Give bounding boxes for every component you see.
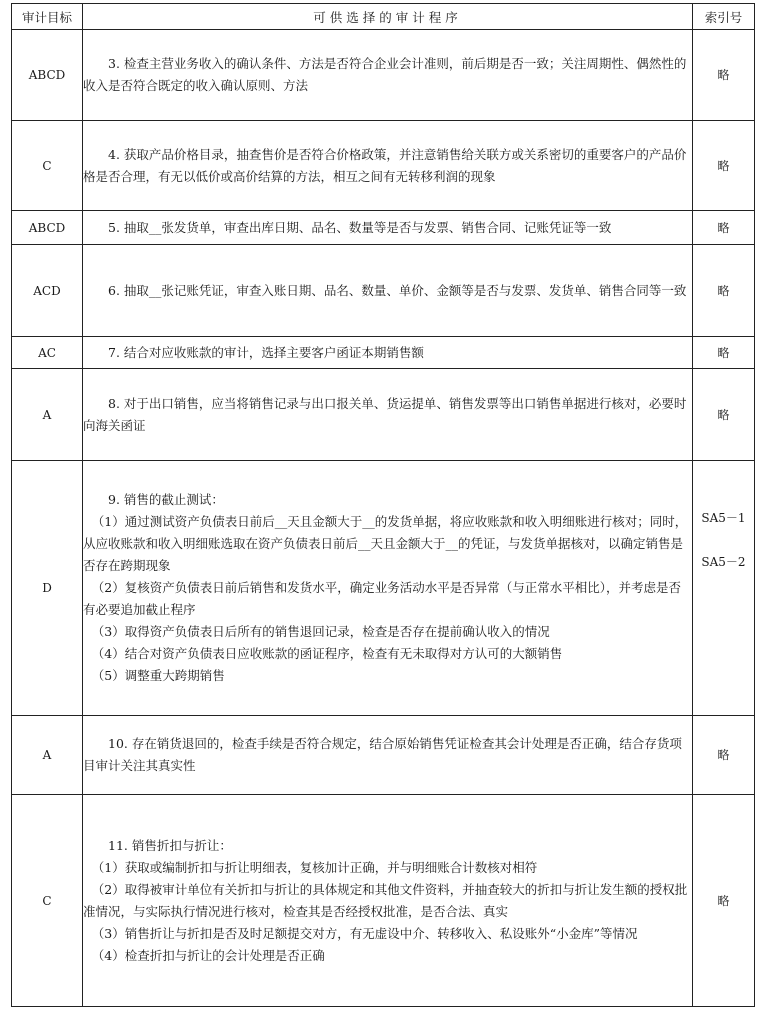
table-row bbox=[12, 337, 755, 369]
procedure-cell bbox=[83, 369, 693, 461]
procedure-text: 10. 存在销货退回的，检查手续是否符合规定，结合原始销售凭证检查其会计处理是否正确，结合存货项目审计关注其真实性 bbox=[83, 736, 682, 773]
table-row bbox=[12, 461, 755, 716]
index-cell bbox=[693, 245, 755, 337]
audit-target-cell: D bbox=[12, 461, 83, 716]
procedure-subitem: （4）结合对资产负债表日应收账款的函证程序，检查有无未取得对方认可的大额销售 bbox=[91, 646, 563, 661]
audit-target-cell: ACD bbox=[12, 245, 83, 337]
procedure-subitem: （1）获取或编制折扣与折让明细表，复核加计正确，并与明细账合计数核对相符 bbox=[91, 859, 538, 875]
procedure-text: 7. 结合对应收账款的审计，选择主要客户函证本期销售额 bbox=[108, 344, 424, 360]
procedure-subitem: （3）取得资产负债表日后所有的销售退回记录，检查是否存在提前确认收入的情况 bbox=[91, 624, 550, 639]
table-row bbox=[12, 369, 755, 461]
procedure-text: 5. 抽取__张发货单，审查出库日期、品名、数量等是否与发票、销售合同、记账凭证等一致 bbox=[108, 219, 612, 235]
procedure-subitem: （2）复核资产负债表日前后销售和发货水平，确定业务活动水平是否异常（与正常水平相比），并考虑是否有必要追加截止程序 bbox=[83, 580, 681, 617]
procedure-text: 4. 获取产品价格目录，抽查售价是否符合价格政策，并注意销售给关联方或关系密切的重要客户的产品价格是否合理，有无以低价或高价结算的方法，相互之间有无转移利润的现象 bbox=[83, 146, 687, 184]
procedure-text: 6. 抽取__张记账凭证，审查入账日期、品名、数量、单价、金额等是否与发票、发货单、销售合同等一致 bbox=[108, 282, 687, 298]
index-value: 略 bbox=[717, 748, 730, 762]
index-cell bbox=[693, 121, 755, 211]
table-row bbox=[12, 30, 755, 121]
header-audit-target: 审计目标 bbox=[12, 4, 83, 30]
procedure-cell bbox=[83, 337, 693, 369]
index-value: 略 bbox=[717, 345, 730, 360]
procedure-cell bbox=[83, 795, 693, 1007]
table-row bbox=[12, 245, 755, 337]
index-cell bbox=[693, 716, 755, 795]
procedure-heading: 11. 销售折扣与折让： bbox=[108, 837, 232, 853]
procedure-text: 3. 检查主营业务收入的确认条件、方法是否符合企业会计准则，前后期是否一致；关注周期性、偶然性的收入是否符合既定的收入确认原则、方法 bbox=[83, 56, 687, 93]
index-value: 略 bbox=[717, 220, 730, 235]
procedure-cell bbox=[83, 716, 693, 795]
audit-target-cell: AC bbox=[12, 337, 83, 369]
table-header-row bbox=[12, 4, 755, 30]
procedure-cell bbox=[83, 461, 693, 716]
table-row bbox=[12, 211, 755, 245]
procedure-cell bbox=[83, 30, 693, 121]
procedure-heading: 9. 销售的截止测试： bbox=[108, 492, 224, 507]
header-index-number: 索引号 bbox=[693, 4, 755, 30]
index-value: 略 bbox=[717, 283, 730, 298]
audit-procedure-table bbox=[11, 3, 755, 1007]
index-cell bbox=[693, 337, 755, 369]
index-value: 略 bbox=[717, 893, 730, 908]
procedure-cell bbox=[83, 211, 693, 245]
table-row bbox=[12, 716, 755, 795]
index-value: 略 bbox=[717, 158, 730, 173]
index-cell bbox=[693, 30, 755, 121]
audit-target-cell: C bbox=[12, 121, 83, 211]
index-value: 略 bbox=[717, 407, 730, 422]
procedure-subitem: （5）调整重大跨期销售 bbox=[91, 668, 225, 683]
header-audit-procedure: 可供选择的审计程序 bbox=[83, 4, 693, 30]
index-value: SA5－2 bbox=[701, 555, 746, 569]
procedure-subitem: （4）检查折扣与折让的会计处理是否正确 bbox=[91, 947, 325, 963]
audit-target-cell: C bbox=[12, 795, 83, 1007]
audit-target-cell: A bbox=[12, 369, 83, 461]
procedure-subitem: （1）通过测试资产负债表日前后__天且金额大于__的发货单据，将应收账款和收入明细账进行核对；同时，从应收账款和收入明细账选取在资产负债表日前后__天且金额大于__的凭证，与发货单据核对，以确定销售是否存在跨期现象 bbox=[83, 514, 688, 573]
index-cell bbox=[693, 795, 755, 1007]
procedure-subitem: （2）取得被审计单位有关折扣与折让的具体规定和其他文件资料，并抽查较大的折扣与折让发生额的授权批准情况，与实际执行情况进行核对，检查其是否经授权批准，是否合法、真实 bbox=[83, 881, 688, 919]
table-row bbox=[12, 795, 755, 1007]
index-value: SA5－1 bbox=[701, 511, 746, 525]
audit-target-cell: A bbox=[12, 716, 83, 795]
procedure-cell bbox=[83, 245, 693, 337]
audit-target-cell: ABCD bbox=[12, 30, 83, 121]
procedure-cell bbox=[83, 121, 693, 211]
index-cell bbox=[693, 369, 755, 461]
table-row bbox=[12, 121, 755, 211]
index-cell bbox=[693, 211, 755, 245]
index-cell bbox=[693, 461, 755, 716]
index-value: 略 bbox=[717, 68, 730, 82]
audit-target-cell: ABCD bbox=[12, 211, 83, 245]
procedure-subitem: （3）销售折让与折扣是否及时足额提交对方，有无虚设中介、转移收入、私设账外“小金库”等情况 bbox=[91, 925, 638, 941]
procedure-text: 8. 对于出口销售，应当将销售记录与出口报关单、货运提单、销售发票等出口销售单据进行核对，必要时向海关函证 bbox=[83, 395, 687, 433]
